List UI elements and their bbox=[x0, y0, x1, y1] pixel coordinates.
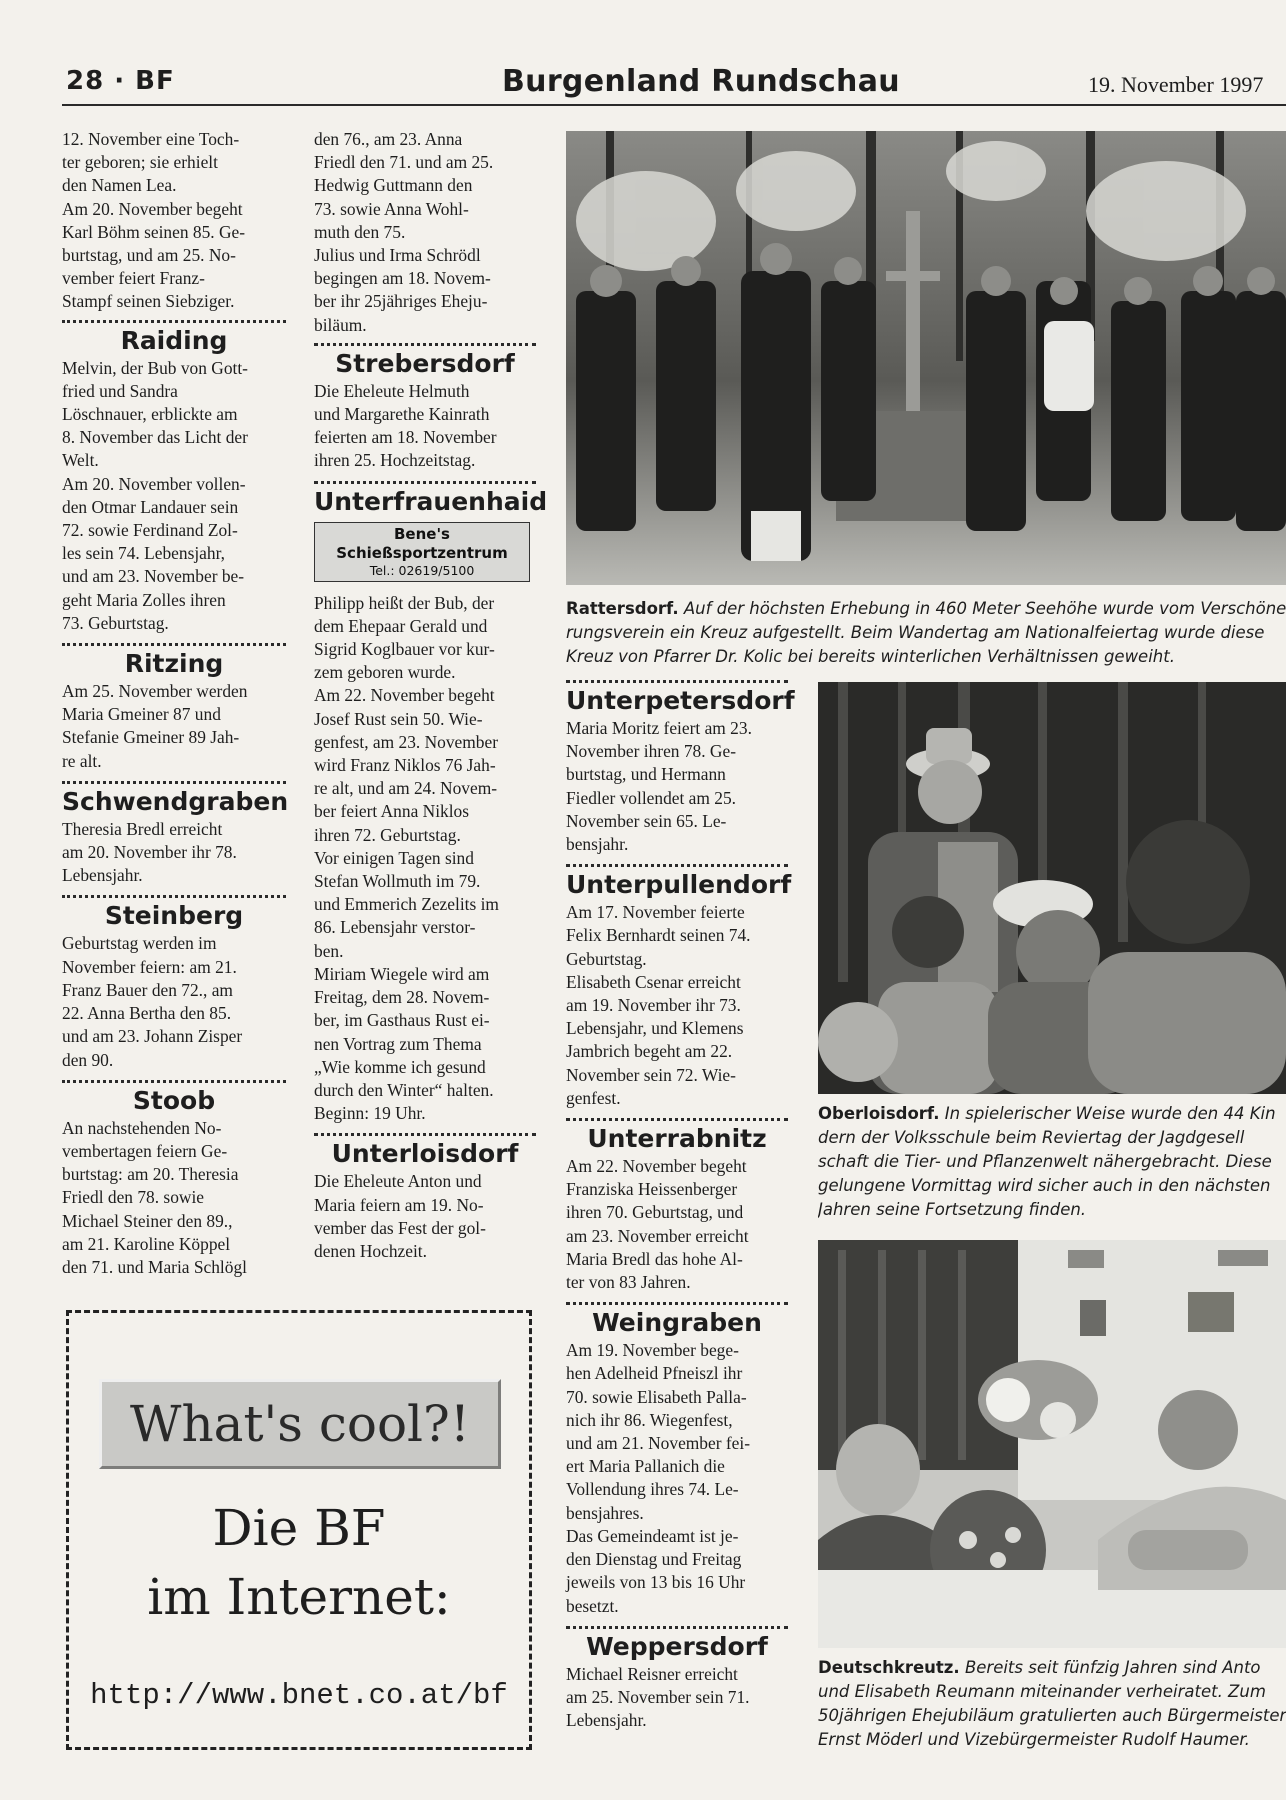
text-line: Hedwig Guttmann den bbox=[314, 175, 473, 196]
article-ritzing bbox=[62, 680, 286, 773]
column-2 bbox=[314, 128, 548, 1263]
text-line: den 76., am 23. Anna bbox=[314, 129, 463, 149]
text-line: Friedl den 71. und am 25. bbox=[314, 152, 494, 173]
text-line: den 90. bbox=[62, 1049, 114, 1070]
text-line: genfest. bbox=[566, 1087, 621, 1108]
ad-business-line: Schießsportzentrum bbox=[336, 543, 508, 562]
text-line: Karl Böhm seinen 85. Ge- bbox=[62, 221, 246, 242]
promo-banner: What's cool?! bbox=[99, 1379, 501, 1469]
text-line: am 23. November erreicht bbox=[566, 1225, 749, 1246]
heading-unterpullendorf: Unterpullendorf bbox=[566, 870, 792, 900]
divider bbox=[62, 781, 286, 784]
text-line: November feiern: am 21. bbox=[62, 956, 237, 977]
text-line: und Margarethe Kainrath bbox=[314, 404, 490, 425]
text-line: Melvin, der Bub von Gott- bbox=[62, 357, 248, 378]
text-line: den Otmar Landauer sein bbox=[62, 496, 239, 517]
text-line: Maria Moritz feiert am 23. bbox=[566, 718, 752, 738]
caption-place: Deutschkreutz. bbox=[818, 1658, 960, 1677]
text-line: Beginn: 19 Uhr. bbox=[314, 1103, 426, 1124]
text-line: Fiedler vollendet am 25. bbox=[566, 787, 737, 808]
promo-headline: Die BF bbox=[212, 1499, 386, 1557]
text-line: Lebensjahr. bbox=[566, 1710, 647, 1731]
caption-line: Kreuz von Pfarrer Dr. Kolic bei bereits winterlichen Verhältnissen geweiht. bbox=[566, 647, 1175, 666]
text-line: begingen am 18. Novem- bbox=[314, 268, 491, 289]
text-line: Stefanie Gmeiner 89 Jah- bbox=[62, 727, 240, 748]
text-line: den 71. und Maria Schlögl bbox=[62, 1256, 247, 1277]
heading-weppersdorf: Weppersdorf bbox=[586, 1631, 768, 1661]
divider bbox=[314, 481, 536, 484]
text-line: Vor einigen Tagen sind bbox=[314, 847, 474, 868]
ad-phone-line: Tel.: 02619/5100 bbox=[369, 562, 475, 578]
text-line: Franz Bauer den 72., am bbox=[62, 979, 233, 1000]
caption-text: Bereits seit fünfzig Jahren sind Anto bbox=[964, 1658, 1261, 1677]
text-line: Felix Bernhardt seinen 74. bbox=[566, 925, 751, 946]
text-line: durch den Winter“ halten. bbox=[314, 1079, 494, 1100]
caption-line: Ernst Möderl und Vizebürgermeister Rudolf Haumer. bbox=[818, 1730, 1250, 1749]
text-line: Am 20. November vollen- bbox=[62, 473, 246, 494]
divider bbox=[566, 864, 788, 867]
divider bbox=[566, 1626, 788, 1629]
article-strebersdorf bbox=[314, 380, 536, 473]
text-line: Friedl den 78. sowie bbox=[62, 1187, 205, 1208]
text-line: Lebensjahr. bbox=[62, 865, 143, 886]
text-line: den Namen Lea. bbox=[62, 175, 177, 196]
text-line: ter geboren; sie erhielt bbox=[62, 152, 218, 173]
text-line: Elisabeth Csenar erreicht bbox=[566, 971, 741, 992]
divider bbox=[314, 343, 536, 346]
text-line: ber feiert Anna Niklos bbox=[314, 801, 470, 822]
divider bbox=[566, 1302, 788, 1305]
text-line: ert Maria Pallanich die bbox=[566, 1456, 725, 1477]
text-line: Am 17. November feierte bbox=[566, 902, 745, 923]
heading-weingraben: Weingraben bbox=[592, 1308, 762, 1338]
divider bbox=[566, 1118, 788, 1121]
heading-unterrabnitz: Unterrabnitz bbox=[587, 1124, 767, 1154]
caption-line bbox=[566, 597, 1286, 621]
text-line: Stefan Wollmuth im 79. bbox=[314, 871, 481, 892]
text-line: re alt, und am 24. Novem- bbox=[314, 778, 498, 799]
text-line: Philipp heißt der Bub, der bbox=[314, 592, 495, 613]
text-line: zem geboren wurde. bbox=[314, 662, 456, 683]
divider bbox=[566, 680, 788, 683]
text-line: Vollendung ihres 74. Le- bbox=[566, 1479, 739, 1500]
text-line: ber ihr 25jähriges Eheju- bbox=[314, 291, 488, 312]
text-line: ben. bbox=[314, 940, 344, 961]
text-line: nen Vortrag zum Thema bbox=[314, 1033, 482, 1054]
newspaper-title: Burgenland Rundschau bbox=[502, 64, 900, 99]
text-line: und am 23. Johann Zisper bbox=[62, 1026, 243, 1047]
text-line: Maria Bredl das hohe Al- bbox=[566, 1248, 743, 1269]
header-rule bbox=[62, 104, 1286, 106]
text-line: besetzt. bbox=[566, 1595, 619, 1616]
heading-strebersdorf: Strebersdorf bbox=[335, 348, 515, 378]
text-line: re alt. bbox=[62, 750, 102, 771]
text-line: Maria feiern am 19. No- bbox=[314, 1194, 484, 1215]
text-line: genfest, am 23. November bbox=[314, 731, 498, 752]
article-stoob bbox=[62, 1117, 286, 1279]
column-3 bbox=[566, 680, 795, 1732]
heading-schwendgraben: Schwendgraben bbox=[62, 786, 289, 816]
text-line: vembertagen feiern Ge- bbox=[62, 1140, 228, 1161]
caption-text: Auf der höchsten Erhebung in 460 Meter Seehöhe wurde vom Verschöne bbox=[683, 599, 1286, 618]
text-line: Josef Rust sein 50. Wie- bbox=[314, 708, 483, 729]
text-line: feierten am 18. November bbox=[314, 427, 497, 448]
text-line: Die Eheleute Helmuth bbox=[314, 380, 470, 401]
text-line: November sein 72. Wie- bbox=[566, 1064, 736, 1085]
text-line: am 20. November ihr 78. bbox=[62, 842, 237, 863]
text-line: 70. sowie Elisabeth Palla- bbox=[566, 1386, 747, 1407]
ad-name-line: Bene's bbox=[394, 524, 450, 543]
text-line: ter von 83 Jahren. bbox=[566, 1272, 691, 1293]
photo-oberloisdorf-children bbox=[818, 682, 1286, 1094]
text-line: 73. sowie Anna Wohl- bbox=[314, 198, 469, 219]
text-line: Jambrich begeht am 22. bbox=[566, 1041, 733, 1062]
promo-url-link[interactable]: http://www.bnet.co.at/bf bbox=[90, 1679, 508, 1712]
text-line: Freitag, dem 28. Novem- bbox=[314, 987, 490, 1008]
heading-raiding: Raiding bbox=[120, 325, 228, 355]
text-line: am 21. Karoline Köppel bbox=[62, 1233, 231, 1254]
article-unterfrauenhaid bbox=[314, 592, 536, 1126]
shooting-center-ad bbox=[314, 522, 530, 582]
caption-line: schaft die Tier- und Pflanzenwelt nähergebracht. Diese bbox=[818, 1152, 1272, 1171]
divider bbox=[62, 643, 286, 646]
text-line: ihren 25. Hochzeitstag. bbox=[314, 450, 476, 471]
text-line: burtstag, und Hermann bbox=[566, 764, 726, 785]
text-line: 86. Lebensjahr verstor- bbox=[314, 917, 476, 938]
column-1 bbox=[62, 128, 289, 1279]
heading-stoob: Stoob bbox=[132, 1085, 216, 1115]
caption-text: In spielerischer Weise wurde den 44 Kin bbox=[944, 1104, 1276, 1123]
text-line: vember feiert Franz- bbox=[62, 268, 205, 289]
text-line: Julius und Irma Schrödl bbox=[314, 245, 481, 266]
text-line: Miriam Wiegele wird am bbox=[314, 963, 490, 984]
text-line: Michael Reisner erreicht bbox=[566, 1663, 738, 1684]
col1-intro bbox=[62, 128, 286, 314]
text-line: dem Ehepaar Gerald und bbox=[314, 615, 488, 636]
caption-line: gelungene Vormittag wird sicher auch in den nächsten bbox=[818, 1176, 1271, 1195]
divider bbox=[62, 320, 286, 323]
heading-unterloisdorf: Unterloisdorf bbox=[331, 1139, 519, 1169]
text-line: 12. November eine Toch- bbox=[62, 129, 240, 149]
caption-line: Jahren seine Fortsetzung finden. bbox=[818, 1200, 1087, 1219]
text-line: Welt. bbox=[62, 450, 99, 471]
article-unterrabnitz bbox=[566, 1155, 788, 1294]
text-line: Theresia Bredl erreicht bbox=[62, 818, 223, 839]
text-line: November sein 65. Le- bbox=[566, 810, 727, 831]
text-line: Am 22. November begeht bbox=[314, 685, 495, 706]
article-schwendgraben bbox=[62, 818, 286, 888]
text-line: 8. November das Licht der bbox=[62, 427, 248, 448]
text-line: Löschnauer, erblickte am bbox=[62, 404, 238, 425]
text-line: und Emmerich Zezelits im bbox=[314, 894, 499, 915]
text-line: nich ihr 86. Wiegenfest, bbox=[566, 1409, 733, 1430]
text-line: bensjahr. bbox=[566, 834, 629, 855]
text-line: 72. sowie Ferdinand Zol- bbox=[62, 520, 238, 541]
photo-rattersdorf-cross bbox=[566, 131, 1286, 585]
text-line: „Wie komme ich gesund bbox=[314, 1056, 486, 1077]
col2-intro bbox=[314, 128, 536, 337]
text-line: hen Adelheid Pfneiszl ihr bbox=[566, 1363, 743, 1384]
caption-rattersdorf bbox=[566, 597, 1286, 669]
heading-unterfrauenhaid: Unterfrauenhaid bbox=[314, 486, 548, 516]
caption-place: Rattersdorf. bbox=[566, 599, 679, 618]
text-line: jeweils von 13 bis 16 Uhr bbox=[566, 1572, 746, 1593]
photo-deutschkreutz-couple bbox=[818, 1240, 1286, 1648]
text-line: am 25. November sein 71. bbox=[566, 1686, 750, 1707]
page-number-label: 28 · BF bbox=[66, 66, 175, 96]
text-line: und am 23. November be- bbox=[62, 566, 245, 587]
article-weingraben bbox=[566, 1339, 788, 1617]
text-line: wird Franz Niklos 76 Jah- bbox=[314, 755, 496, 776]
text-line: Sigrid Koglbauer vor kur- bbox=[314, 639, 495, 660]
text-line: Am 19. November bege- bbox=[566, 1340, 739, 1361]
text-line: 73. Geburtstag. bbox=[62, 612, 169, 633]
text-line: Geburtstag. bbox=[566, 948, 647, 969]
text-line: 22. Anna Bertha den 85. bbox=[62, 1003, 232, 1024]
text-line: geht Maria Zolles ihren bbox=[62, 589, 226, 610]
caption-line: und Elisabeth Reumann miteinander verheiratet. Zum bbox=[818, 1682, 1266, 1701]
text-line: Die Eheleute Anton und bbox=[314, 1171, 482, 1192]
text-line: Das Gemeindeamt ist je- bbox=[566, 1525, 739, 1546]
text-line: Stampf seinen Siebziger. bbox=[62, 291, 235, 312]
text-line: Michael Steiner den 89., bbox=[62, 1210, 233, 1231]
internet-promo-box bbox=[66, 1310, 532, 1750]
article-unterpullendorf bbox=[566, 901, 788, 1110]
article-steinberg bbox=[62, 932, 286, 1071]
text-line: Geburtstag werden im bbox=[62, 933, 217, 954]
caption-line bbox=[818, 1656, 1286, 1680]
text-line: Am 22. November begeht bbox=[566, 1156, 747, 1177]
caption-line bbox=[818, 1102, 1286, 1126]
article-unterpetersdorf bbox=[566, 717, 788, 856]
caption-line: rungsverein ein Kreuz aufgestellt. Beim Wandertag am Nationalfeiertag wurde diese bbox=[566, 623, 1265, 642]
text-line: ihren 70. Geburtstag, und bbox=[566, 1202, 744, 1223]
promo-subheadline: im Internet: bbox=[147, 1568, 451, 1626]
text-line: muth den 75. bbox=[314, 221, 406, 242]
caption-line: dern der Volksschule beim Reviertag der Jagdgesell bbox=[818, 1128, 1245, 1147]
text-line: burtstag, und am 25. No- bbox=[62, 245, 236, 266]
text-line: fried und Sandra bbox=[62, 380, 178, 401]
heading-steinberg: Steinberg bbox=[104, 901, 244, 931]
text-line: vember das Fest der gol- bbox=[314, 1217, 486, 1238]
text-line: burtstag: am 20. Theresia bbox=[62, 1164, 239, 1185]
divider bbox=[314, 1133, 536, 1136]
caption-oberloisdorf bbox=[818, 1102, 1286, 1222]
text-line: les sein 74. Lebensjahr, bbox=[62, 543, 226, 564]
article-raiding bbox=[62, 357, 286, 635]
text-line: biläum. bbox=[314, 314, 367, 335]
heading-ritzing: Ritzing bbox=[124, 649, 224, 679]
caption-line: 50jährigen Ehejubiläum gratulierten auch Bürgermeister bbox=[818, 1706, 1286, 1725]
text-line: Franziska Heissenberger bbox=[566, 1179, 738, 1200]
divider bbox=[62, 895, 286, 898]
text-line: An nachstehenden No- bbox=[62, 1117, 222, 1138]
text-line: ihren 72. Geburtstag. bbox=[314, 824, 461, 845]
caption-place: Oberloisdorf. bbox=[818, 1104, 940, 1123]
divider bbox=[62, 1080, 286, 1083]
issue-date: 19. November 1997 bbox=[1088, 72, 1264, 97]
text-line: und am 21. November fei- bbox=[566, 1433, 750, 1454]
text-line: bensjahres. bbox=[566, 1502, 644, 1523]
text-line: Lebensjahr, und Klemens bbox=[566, 1018, 744, 1039]
text-line: Am 20. November begeht bbox=[62, 198, 243, 219]
text-line: November ihren 78. Ge- bbox=[566, 741, 736, 762]
text-line: den Dienstag und Freitag bbox=[566, 1549, 742, 1570]
caption-deutschkreutz bbox=[818, 1656, 1286, 1752]
text-line: ber, im Gasthaus Rust ei- bbox=[314, 1010, 490, 1031]
text-line: am 19. November ihr 73. bbox=[566, 995, 741, 1016]
text-line: denen Hochzeit. bbox=[314, 1240, 427, 1261]
article-unterloisdorf bbox=[314, 1170, 536, 1263]
text-line: Maria Gmeiner 87 und bbox=[62, 704, 221, 725]
text-line: Am 25. November werden bbox=[62, 681, 248, 702]
heading-unterpetersdorf: Unterpetersdorf bbox=[566, 686, 795, 715]
article-weppersdorf bbox=[566, 1663, 788, 1733]
